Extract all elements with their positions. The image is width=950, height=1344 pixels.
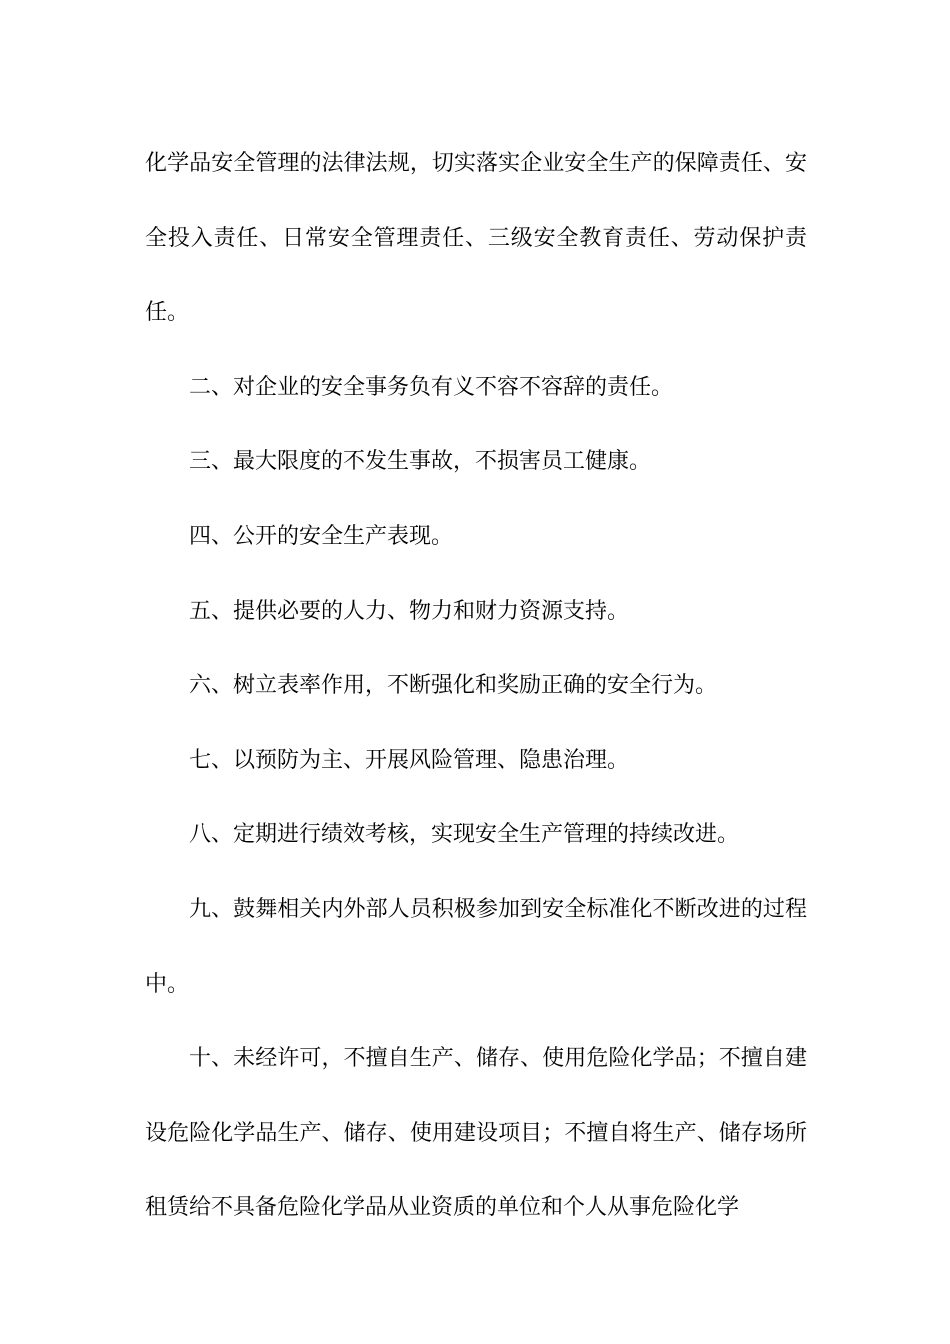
document-body xyxy=(145,127,807,1246)
paragraph-item-8: 八、定期进行绩效考核，实现安全生产管理的持续改进。 xyxy=(189,822,740,848)
paragraph-item-6: 六、树立表率作用，不断强化和奖励正确的安全行为。 xyxy=(189,673,718,699)
paragraph-item-3: 三、最大限度的不发生事故，不损害员工健康。 xyxy=(189,449,652,475)
paragraph-item-7: 七、以预防为主、开展风险管理、隐患治理。 xyxy=(189,747,630,773)
paragraph-item-9: 九、鼓舞相关内外部人员积极参加到安全标准化不断改进的过程中。 xyxy=(145,896,807,997)
paragraph-continuation: 化学品安全管理的法律法规，切实落实企业安全生产的保障责任、安全投入责任、日常安全管理责任、三级安全教育责任、劳动保护责任。 xyxy=(145,151,807,326)
paragraph-item-10: 十、未经许可，不擅自生产、储存、使用危险化学品；不擅自建设危险化学品生产、储存、使用建设项目；不擅自将生产、储存场所租赁给不具备危险化学品从业资质的单位和个人从事危险化学 xyxy=(145,1046,807,1221)
paragraph-item-5: 五、提供必要的人力、物力和财力资源支持。 xyxy=(189,598,630,624)
paragraph-item-2: 二、对企业的安全事务负有义不容不容辞的责任。 xyxy=(189,374,674,400)
paragraph-item-4: 四、公开的安全生产表现。 xyxy=(189,523,454,549)
